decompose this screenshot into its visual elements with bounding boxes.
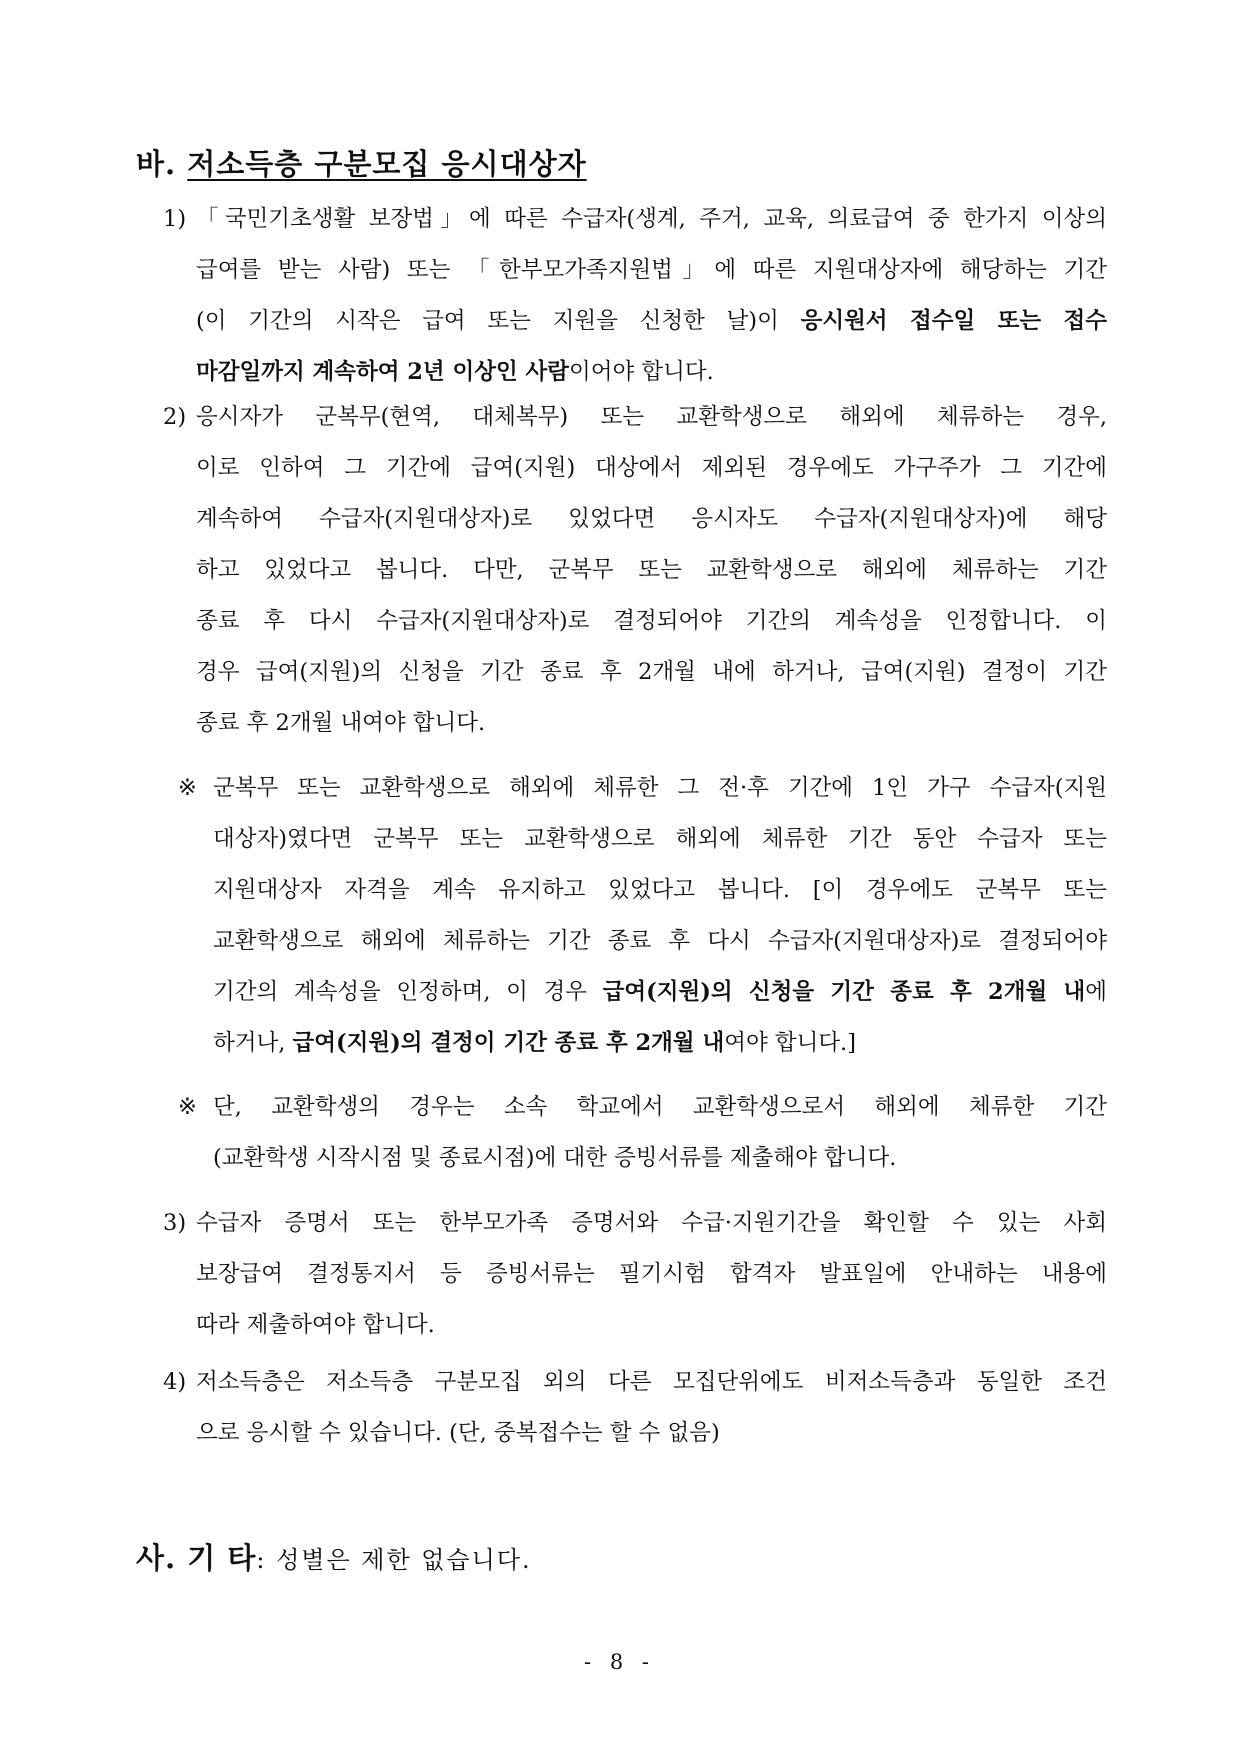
paragraph-item-1 [196,194,1107,398]
section-label: 사. [136,1541,177,1575]
paragraph-line: 군복무 또는 교환학생으로 해외에 체류한 그 전·후 기간에 1인 가구 수급자(지원 [213,775,1107,801]
paragraph-line: 교환학생으로 해외에 체류하는 기간 종료 후 다시 수급자(지원대상자)로 결정되어야 [213,928,1107,954]
line-text: 여야 합니다.] [724,1030,856,1056]
page-number: - 8 - [584,1650,655,1674]
section-title: 저소득층 구분모집 응시대상자 [187,147,587,181]
paragraph-line [196,347,1107,398]
item-marker: 3) [163,1210,187,1236]
section-label: 바. [136,147,177,181]
paragraph-line: 하고 있었다고 봅니다. 다만, 군복무 또는 교환학생으로 해외에 체류하는 기간 [196,557,1107,583]
paragraph-line [213,1018,1107,1069]
item-marker: 1) [163,206,187,232]
item-marker: 4) [163,1369,187,1395]
item-marker: 2) [163,404,187,430]
line-text: 기간의 계속성을 인정하며, 이 경우 [213,979,587,1005]
paragraph-line [196,296,1107,347]
paragraph-line: 응시자가 군복무(현역, 대체복무) 또는 교환학생으로 해외에 체류하는 경우, [196,404,1107,430]
line-text: 이어야 합니다. [569,359,714,385]
section-title: 기 타 [187,1541,257,1575]
paragraph-line: 대상자)였다면 군복무 또는 교환학생으로 해외에 체류한 기간 동안 수급자 또는 [213,826,1107,852]
note-marker: ※ [178,1094,197,1120]
paragraph-line [213,967,1107,1018]
emphasis-text: 급여(지원)의 신청을 기간 종료 후 2개월 내 [602,979,1086,1005]
line-text: (이 기간의 시작은 급여 또는 지원을 신청한 날)이 [196,308,779,334]
paragraph-line: 단, 교환학생의 경우는 소속 학교에서 교환학생으로서 해외에 체류한 기간 [213,1094,1107,1120]
section-heading-ba [136,142,587,183]
emphasis-text: 응시원서 접수일 또는 접수 [800,308,1107,334]
note-paragraph-1 [213,763,1107,1069]
paragraph-line: 보장급여 결정통지서 등 증빙서류는 필기시험 합격자 발표일에 안내하는 내용에 [196,1261,1107,1287]
paragraph-line: 계속하여 수급자(지원대상자)로 있었다면 응시자도 수급자(지원대상자)에 해당 [196,506,1107,532]
paragraph-line: 저소득층은 저소득층 구분모집 외의 다른 모집단위에도 비저소득층과 동일한 조건 [196,1369,1107,1395]
emphasis-text: 마감일까지 계속하여 2년 이상인 사람 [196,359,570,385]
paragraph-item-3 [196,1198,1107,1351]
note-marker: ※ [178,775,197,801]
section-text: : 성별은 제한 없습니다. [256,1546,532,1574]
note-paragraph-2 [213,1082,1107,1184]
paragraph-line: 이로 인하여 그 기간에 급여(지원) 대상에서 제외된 경우에도 가구주가 그 기간에 [196,455,1107,481]
paragraph-line: 종료 후 2개월 내여야 합니다. [196,710,486,736]
emphasis-text: 급여(지원)의 결정이 기간 종료 후 2개월 내 [292,1030,725,1056]
paragraph-item-2 [196,392,1107,749]
paragraph-line: 급여를 받는 사람) 또는 「한부모가족지원법」에 따른 지원대상자에 해당하는 기간 [196,257,1107,283]
paragraph-line: 수급자 증명서 또는 한부모가족 증명서와 수급·지원기간을 확인할 수 있는 사회 [196,1210,1107,1236]
line-text: 에 [1085,979,1107,1005]
paragraph-line: 지원대상자 자격을 계속 유지하고 있었다고 봅니다. [이 경우에도 군복무 또는 [213,877,1107,903]
paragraph-line: (교환학생 시작시점 및 종료시점)에 대한 증빙서류를 제출해야 합니다. [213,1145,897,1171]
section-heading-sa [136,1536,532,1577]
line-text: 하거나, [213,1030,286,1056]
paragraph-line: 따라 제출하여야 합니다. [196,1312,435,1338]
paragraph-line: 경우 급여(지원)의 신청을 기간 종료 후 2개월 내에 하거나, 급여(지원) 결정이 기간 [196,659,1107,685]
paragraph-line: 으로 응시할 수 있습니다. (단, 중복접수는 할 수 없음) [196,1420,720,1446]
paragraph-line: 「국민기초생활 보장법」에 따른 수급자(생계, 주거, 교육, 의료급여 중 한가지 이상의 [196,206,1107,232]
paragraph-line: 종료 후 다시 수급자(지원대상자)로 결정되어야 기간의 계속성을 인정합니다. 이 [196,608,1107,634]
paragraph-item-4 [196,1357,1107,1459]
